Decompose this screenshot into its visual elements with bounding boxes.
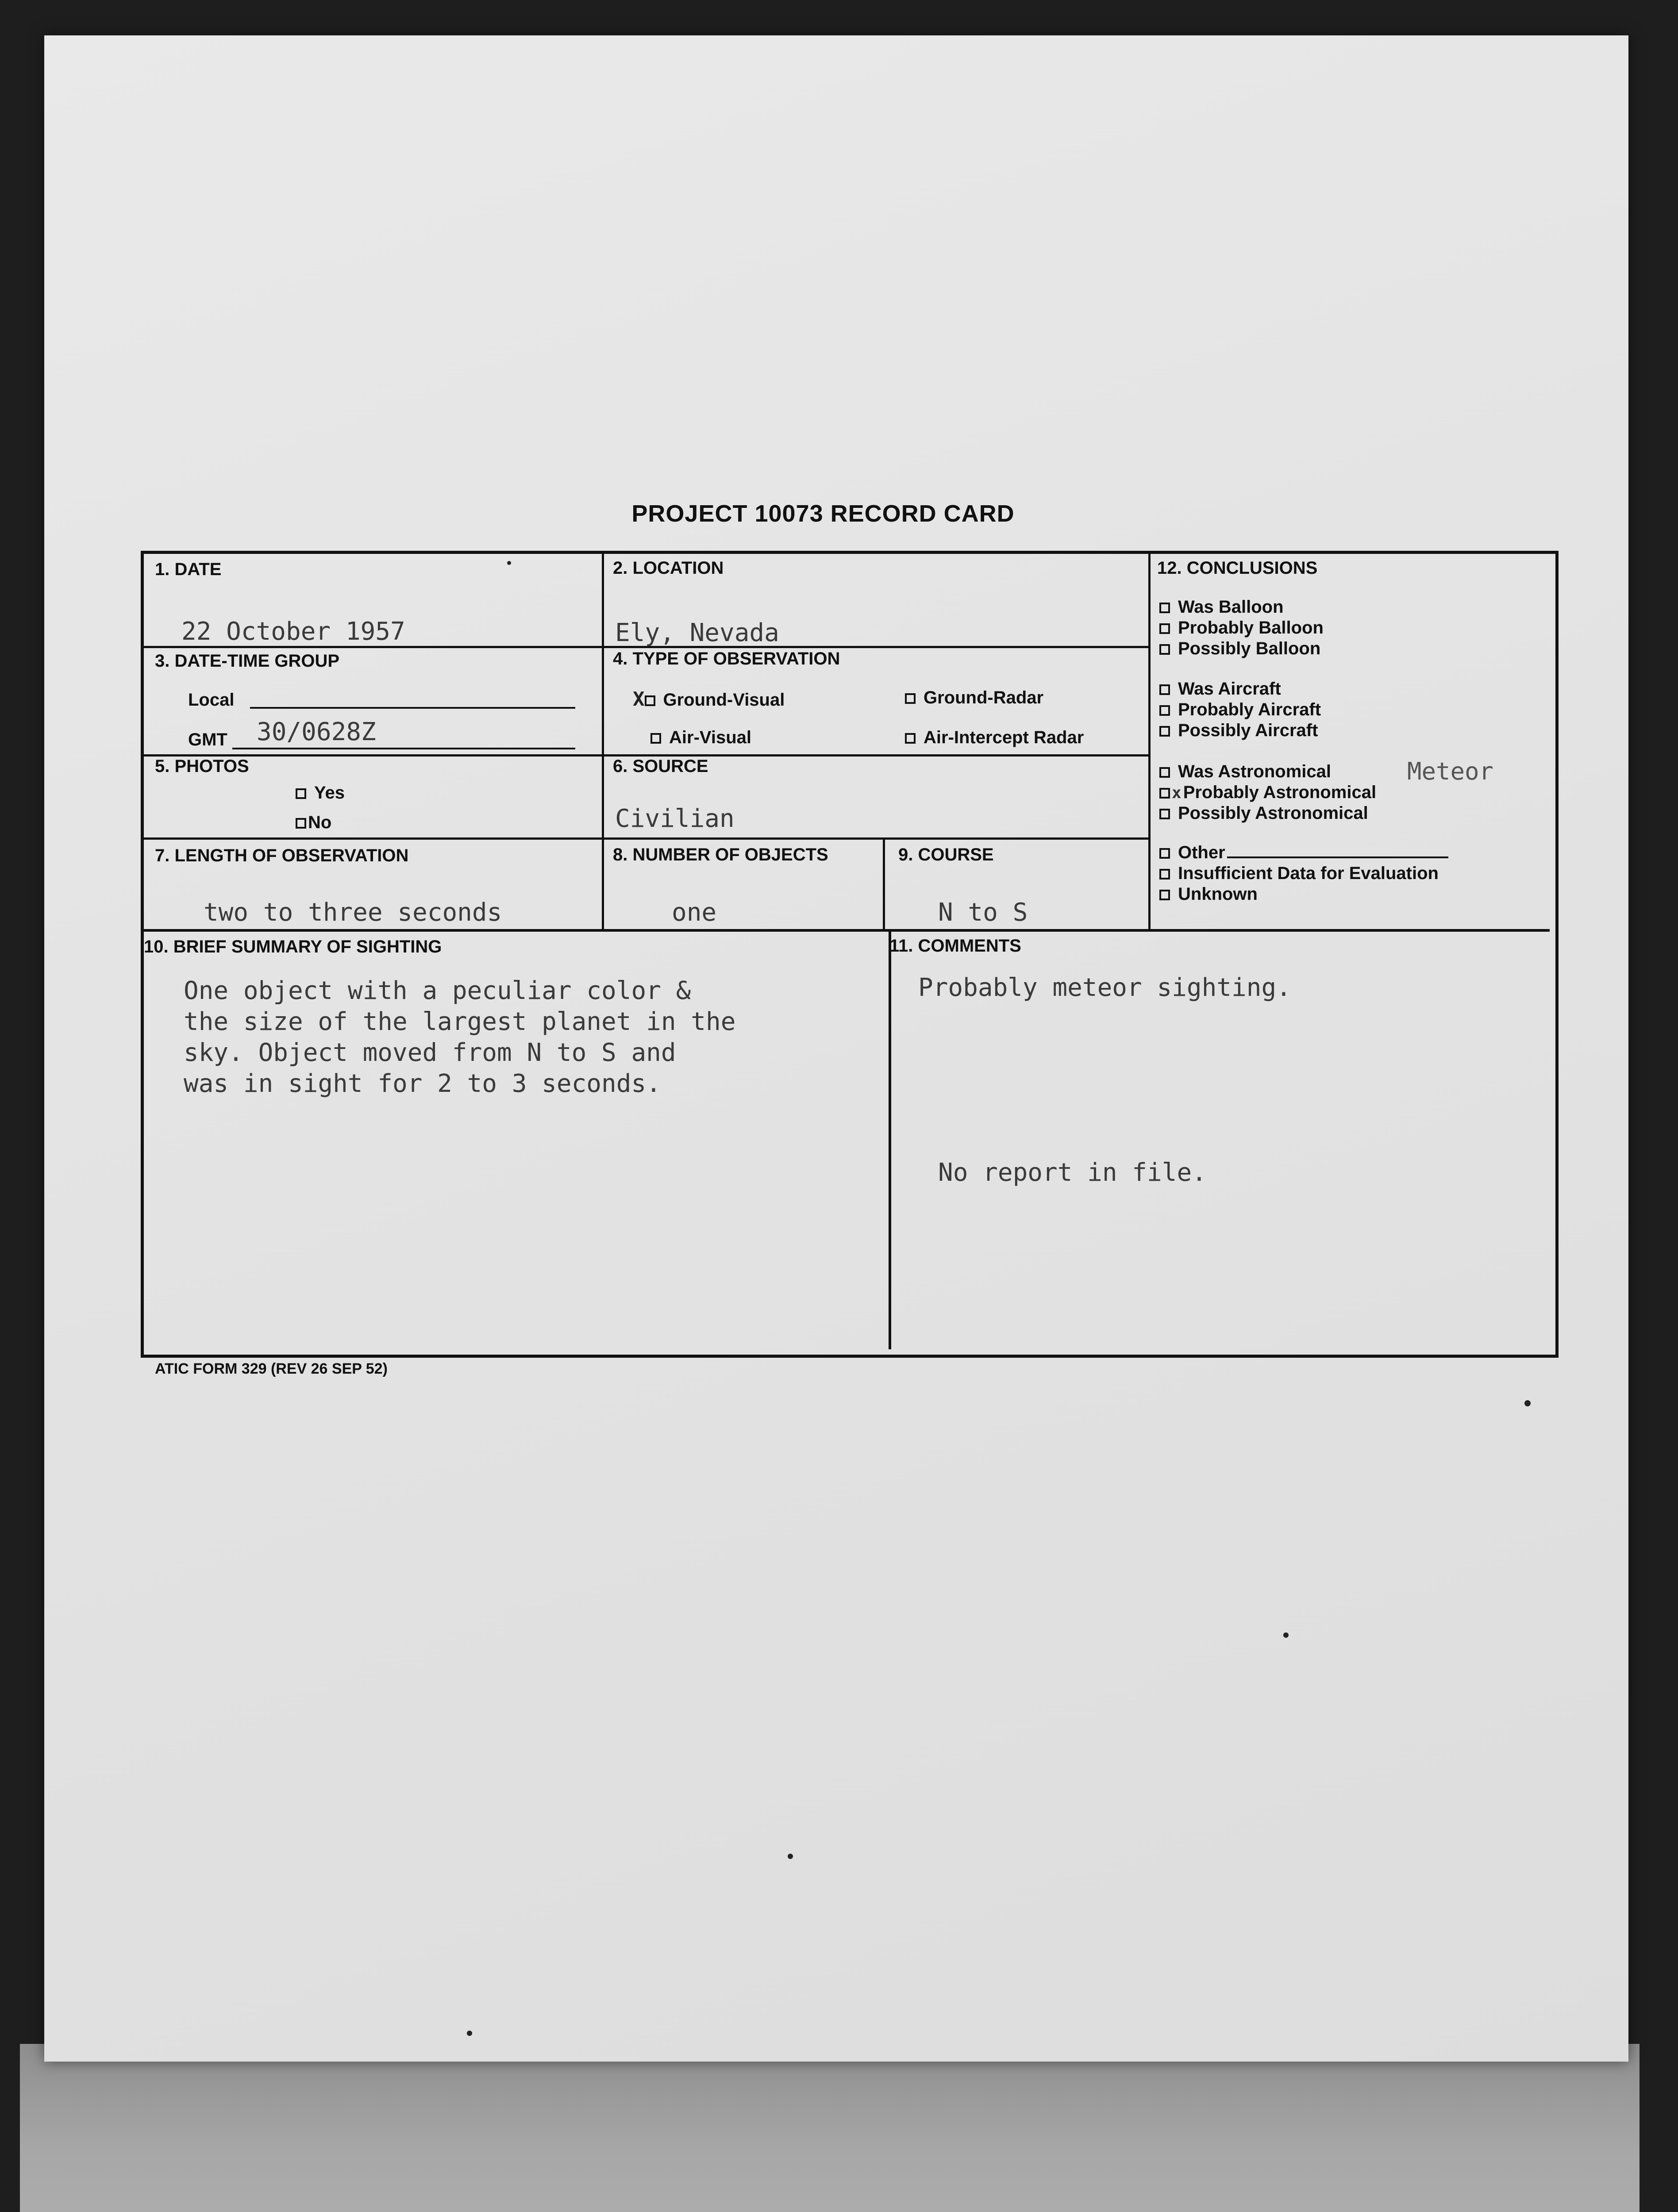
conclusions-label: 12. CONCLUSIONS [1157,558,1318,578]
checkbox[interactable] [1159,623,1170,634]
number-of-objects-value: one [672,898,717,927]
conclusion-item: Insufficient Data for Evaluation [1159,864,1439,883]
grid-line [883,838,885,929]
check-mark: x [1172,784,1182,802]
checkbox[interactable] [1159,788,1170,799]
scan-speck [1283,1632,1289,1638]
obs-option-air-visual: Air-Visual [650,728,751,748]
obs-option-ground-radar: Ground-Radar [905,688,1043,708]
conclusion-item: Was Aircraft [1159,679,1281,699]
summary-line: One object with a peculiar color & [184,976,691,1005]
form-identifier: ATIC FORM 329 (REV 26 SEP 52) [155,1360,388,1377]
checkbox[interactable] [1159,890,1170,900]
scan-speck [467,2031,472,2036]
number-of-objects-label: 8. NUMBER OF OBJECTS [613,845,828,864]
summary-line: the size of the largest planet in the [184,1007,736,1036]
gmt-value: 30/0628Z [257,718,376,746]
checkbox[interactable] [1159,684,1170,695]
summary-text [184,975,735,1099]
source-value: Civilian [615,804,735,833]
conclusion-item: Unknown [1159,884,1258,904]
comment-line-1: Probably meteor sighting. [918,973,1291,1002]
course-label: 9. COURSE [898,845,994,864]
obs-option-ground-visual: X Ground-Visual [633,688,785,710]
type-of-observation-label: 4. TYPE OF OBSERVATION [613,649,840,668]
conclusion-item: Possibly Aircraft [1159,721,1318,741]
photos-label: 5. PHOTOS [155,757,249,776]
checkbox[interactable] [1159,603,1170,613]
scan-speck [1524,1400,1531,1406]
checkbox[interactable] [1159,767,1170,778]
checkbox[interactable] [1159,809,1170,819]
card-title: PROJECT 10073 RECORD CARD [631,500,1015,527]
scan-speck [788,1854,793,1859]
source-label: 6. SOURCE [613,757,708,776]
obs-option-air-intercept-radar: Air-Intercept Radar [905,728,1084,748]
conclusion-item: Possibly Balloon [1159,639,1320,659]
underlying-sheet [20,2044,1640,2212]
checkbox[interactable] [296,788,306,799]
gmt-label: GMT [188,730,227,749]
grid-line [142,837,1149,840]
conclusion-item: Other [1159,843,1448,863]
location-label: 2. LOCATION [613,558,724,578]
grid-line [889,929,891,1349]
conclusion-item: x Probably Astronomical [1159,783,1376,803]
conclusion-annotation: Meteor [1407,757,1494,785]
checkbox[interactable] [1159,644,1170,655]
grid-line [602,553,604,929]
comments-label: 11. COMMENTS [889,936,1021,956]
checkbox[interactable] [645,695,655,706]
conclusion-item: Probably Aircraft [1159,700,1321,720]
local-label: Local [188,690,235,710]
checkbox[interactable] [1159,705,1170,716]
date-time-group-label: 3. DATE-TIME GROUP [155,651,340,671]
conclusion-item: Probably Balloon [1159,618,1324,638]
photos-option-no: No [296,813,331,833]
check-mark: X [633,688,645,710]
photos-option-yes: Yes [296,783,345,803]
length-of-observation-value: two to three seconds [204,898,502,927]
checkbox[interactable] [1159,848,1170,859]
summary-line: sky. Object moved from N to S and [184,1038,676,1067]
conclusion-item: Was Astronomical [1159,762,1331,782]
other-blank-line [1227,856,1448,858]
conclusion-item: Possibly Astronomical [1159,803,1368,823]
length-of-observation-label: 7. LENGTH OF OBSERVATION [155,846,409,865]
checkbox[interactable] [1159,869,1170,879]
date-value: 22 October 1957 [181,617,405,646]
date-label: 1. DATE [155,560,222,579]
checkbox[interactable] [650,733,661,744]
summary-line: was in sight for 2 to 3 seconds. [184,1069,661,1098]
checkbox[interactable] [905,733,916,744]
local-blank-line [250,707,575,709]
gmt-blank-line [232,748,575,749]
course-value: N to S [938,898,1028,927]
summary-label: 10. BRIEF SUMMARY OF SIGHTING [144,937,442,956]
grid-line [1148,553,1151,929]
conclusion-item: Was Balloon [1159,597,1284,617]
comment-line-2: No report in file. [938,1158,1207,1187]
checkbox[interactable] [1159,726,1170,737]
checkbox[interactable] [296,818,306,829]
location-value: Ely, Nevada [615,618,779,647]
grid-line [142,929,1550,932]
checkbox[interactable] [905,693,916,704]
scan-speck [507,561,511,565]
